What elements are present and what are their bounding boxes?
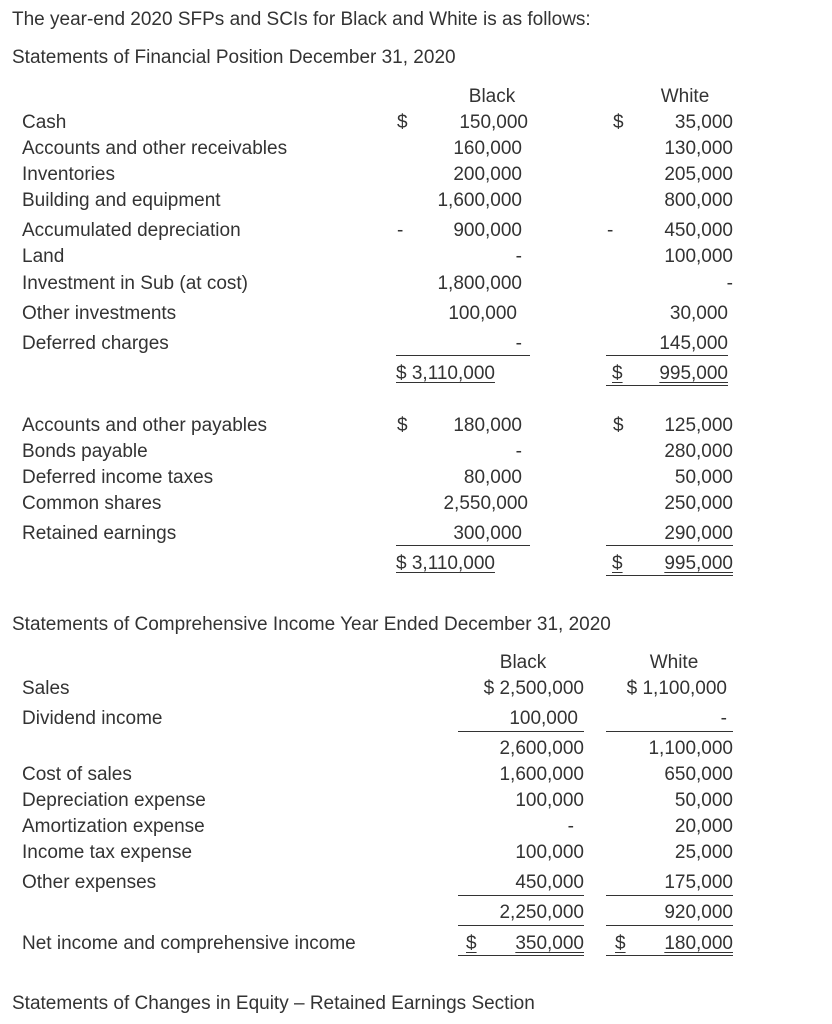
white-value: 1,100,000 <box>648 738 733 759</box>
white-value: 145,000 <box>659 333 728 354</box>
dollar-sign: $ <box>612 363 623 384</box>
white-value: 100,000 <box>664 246 733 267</box>
dollar-sign: $ <box>613 112 624 133</box>
total-underline <box>458 955 584 956</box>
row-label: Inventories <box>22 164 115 185</box>
dollar-sign: $ <box>615 933 626 954</box>
black-value: 150,000 <box>459 112 528 133</box>
black-value: 1,600,000 <box>437 190 522 211</box>
row-label: Accounts and other receivables <box>22 138 288 159</box>
black-value: 900,000 <box>453 220 522 241</box>
row-label: Land <box>22 246 65 267</box>
black-value: 2,250,000 <box>499 902 584 923</box>
minus-sign: - <box>397 220 404 241</box>
black-value: - <box>515 441 522 462</box>
row-label: Deferred charges <box>22 333 169 354</box>
row-label: Sales <box>22 678 70 699</box>
row-label: Deferred income taxes <box>22 467 214 488</box>
black-value: 1,800,000 <box>437 273 522 294</box>
black-value: 100,000 <box>448 303 517 324</box>
total-le-black: $ 3,110,000 <box>396 553 495 574</box>
white-value: 250,000 <box>664 493 733 514</box>
net-income-black: 350,000 <box>515 933 584 954</box>
subtotal-underline <box>606 731 733 732</box>
white-value: 800,000 <box>664 190 733 211</box>
white-value: 25,000 <box>674 842 733 863</box>
white-value: 450,000 <box>664 220 733 241</box>
row-label: Building and equipment <box>22 190 221 211</box>
total-underline <box>606 955 733 956</box>
minus-sign: - <box>607 220 614 241</box>
row-label: Income tax expense <box>22 842 193 863</box>
black-value: 100,000 <box>515 842 584 863</box>
black-value: 300,000 <box>453 523 522 544</box>
subtotal-underline <box>606 545 733 546</box>
row-label: Other expenses <box>22 872 157 893</box>
intro-text: The year-end 2020 SFPs and SCIs for Black and White is as follows: <box>12 9 591 30</box>
white-value: 30,000 <box>669 303 728 324</box>
row-label: Bonds payable <box>22 441 148 462</box>
white-value: 920,000 <box>664 902 733 923</box>
white-value: 125,000 <box>664 415 733 436</box>
row-label: Other investments <box>22 303 177 324</box>
white-value: 280,000 <box>664 441 733 462</box>
black-value: 200,000 <box>453 164 522 185</box>
black-value: 2,550,000 <box>443 493 528 514</box>
white-value: 175,000 <box>664 872 733 893</box>
subtotal-underline <box>458 731 584 732</box>
row-label: Investment in Sub (at cost) <box>22 273 248 294</box>
total-underline <box>606 575 733 576</box>
black-value: - <box>515 333 522 354</box>
row-label: Cost of sales <box>22 764 132 785</box>
row-label: Accumulated depreciation <box>22 220 241 241</box>
black-value: 180,000 <box>453 415 522 436</box>
sfp-col-black: Black <box>468 86 516 107</box>
white-value: - <box>720 708 727 729</box>
sci-title: Statements of Comprehensive Income Year Ended December 31, 2020 <box>12 614 611 635</box>
white-value: 130,000 <box>664 138 733 159</box>
net-income-label: Net income and comprehensive income <box>22 933 356 954</box>
white-value: - <box>726 273 733 294</box>
subtotal-underline <box>396 355 530 356</box>
row-label: Retained earnings <box>22 523 177 544</box>
sci-col-black: Black <box>499 652 547 673</box>
subtotal-underline <box>458 925 584 926</box>
dollar-sign: $ <box>397 112 408 133</box>
black-value: 450,000 <box>515 872 584 893</box>
net-income-white: 180,000 <box>664 933 733 954</box>
row-label: Common shares <box>22 493 162 514</box>
sce-title: Statements of Changes in Equity – Retained Earnings Section <box>12 993 535 1014</box>
white-value: $ 1,100,000 <box>626 678 727 699</box>
row-label: Depreciation expense <box>22 790 206 811</box>
white-value: 50,000 <box>674 790 733 811</box>
total-le-white: 995,000 <box>664 553 733 574</box>
black-value: - <box>515 246 522 267</box>
black-value: 100,000 <box>509 708 578 729</box>
sci-col-white: White <box>649 652 699 673</box>
black-value: 80,000 <box>463 467 522 488</box>
dollar-sign: $ <box>466 933 477 954</box>
row-label: Cash <box>22 112 67 133</box>
white-value: 290,000 <box>664 523 733 544</box>
black-value: 2,600,000 <box>499 738 584 759</box>
black-value: 100,000 <box>515 790 584 811</box>
dollar-sign: $ <box>612 553 623 574</box>
row-label: Amortization expense <box>22 816 205 837</box>
sfp-col-white: White <box>660 86 710 107</box>
white-value: 50,000 <box>674 467 733 488</box>
subtotal-underline <box>458 895 584 896</box>
dollar-sign: $ <box>397 415 408 436</box>
sfp-title: Statements of Financial Position December 31, 2020 <box>12 47 456 68</box>
subtotal-underline <box>606 355 728 356</box>
black-value: 1,600,000 <box>499 764 584 785</box>
row-label: Accounts and other payables <box>22 415 268 436</box>
white-value: 205,000 <box>664 164 733 185</box>
white-value: 35,000 <box>674 112 733 133</box>
white-value: 650,000 <box>664 764 733 785</box>
total-assets-white: 995,000 <box>659 363 728 384</box>
total-underline <box>606 385 728 386</box>
white-value: 20,000 <box>674 816 733 837</box>
black-value: $ 2,500,000 <box>483 678 584 699</box>
row-label: Dividend income <box>22 708 163 729</box>
dollar-sign: $ <box>613 415 624 436</box>
black-value: - <box>567 816 574 837</box>
total-assets-black: $ 3,110,000 <box>396 363 495 384</box>
subtotal-underline <box>606 925 733 926</box>
black-value: 160,000 <box>453 138 522 159</box>
subtotal-underline <box>396 545 530 546</box>
subtotal-underline <box>606 895 733 896</box>
